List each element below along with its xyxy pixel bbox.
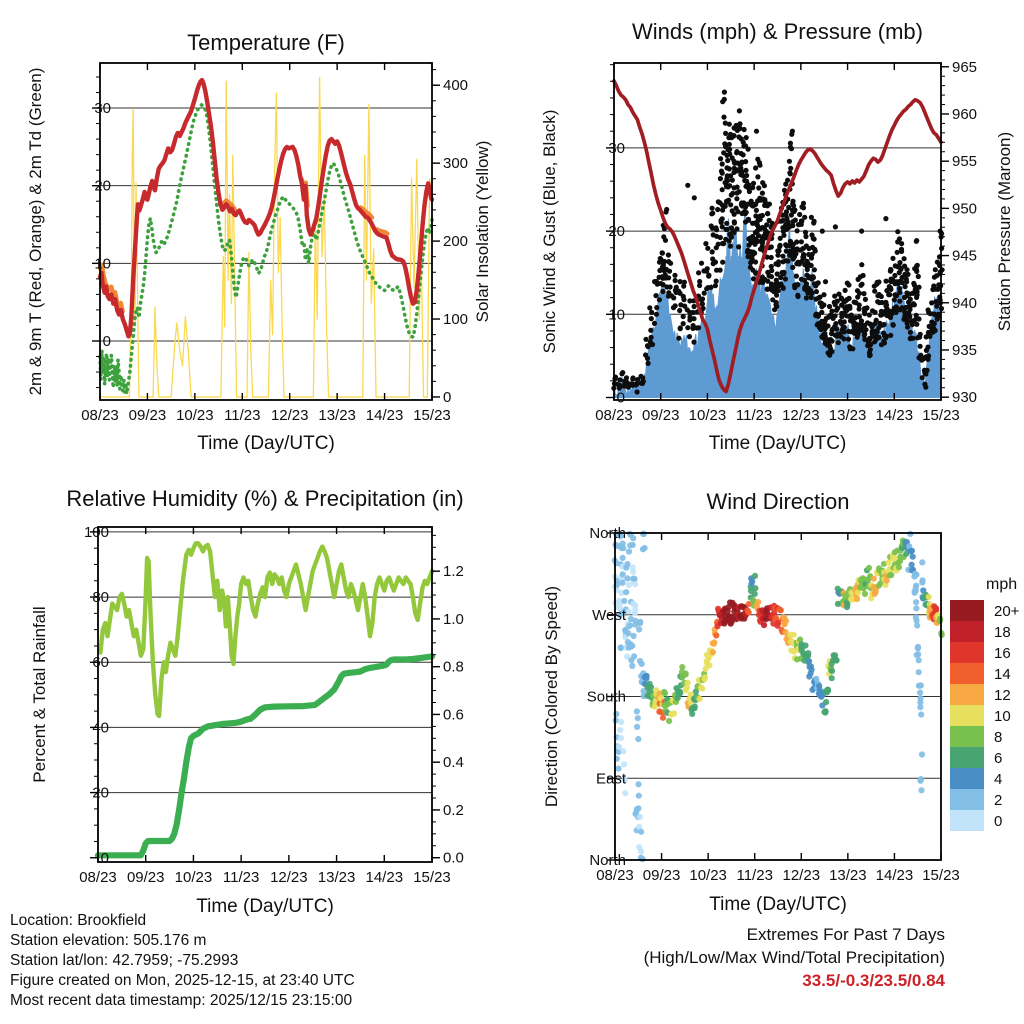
svg-text:East: East <box>595 770 626 788</box>
extremes-values: 33.5/-0.3/23.5/0.84 <box>802 971 945 990</box>
winds-xaxis-label: Time (Day/UTC) <box>708 433 847 454</box>
svg-text:2: 2 <box>994 792 1003 809</box>
svg-text:930: 930 <box>952 389 978 407</box>
humidity-xaxis-label: Time (Day/UTC) <box>196 896 334 917</box>
svg-text:80: 80 <box>92 589 109 607</box>
svg-text:08/23: 08/23 <box>81 407 119 424</box>
svg-text:0.8: 0.8 <box>443 658 464 676</box>
svg-text:100: 100 <box>83 523 109 541</box>
svg-text:100: 100 <box>443 311 469 329</box>
svg-text:955: 955 <box>952 153 978 171</box>
svg-text:14/23: 14/23 <box>875 407 914 424</box>
svg-text:15/23: 15/23 <box>922 867 960 884</box>
svg-text:North: North <box>589 525 626 542</box>
extremes-block <box>600 923 945 993</box>
svg-text:09/23: 09/23 <box>128 407 167 424</box>
svg-text:18: 18 <box>994 624 1011 641</box>
svg-text:14/23: 14/23 <box>365 869 404 886</box>
extremes-title: Extremes For Past 7 Days <box>746 925 945 944</box>
svg-text:10: 10 <box>994 708 1011 725</box>
svg-text:20: 20 <box>608 223 625 241</box>
svg-text:0.2: 0.2 <box>443 801 464 819</box>
svg-text:14/23: 14/23 <box>875 867 914 884</box>
svg-text:West: West <box>592 606 626 624</box>
winddir-panel <box>587 525 960 884</box>
svg-text:945: 945 <box>952 247 978 265</box>
humidity-title: Relative Humidity (%) & Precipitation (in) <box>66 486 464 511</box>
svg-text:0.4: 0.4 <box>443 754 464 772</box>
svg-text:935: 935 <box>952 341 978 359</box>
footer-latlon: Station lat/lon: 42.7959; -75.2993 <box>10 952 239 969</box>
svg-text:13/23: 13/23 <box>317 869 356 886</box>
svg-text:960: 960 <box>952 105 978 123</box>
svg-text:12/23: 12/23 <box>270 869 308 886</box>
svg-text:0: 0 <box>100 849 109 867</box>
svg-text:11/23: 11/23 <box>224 407 261 424</box>
svg-text:1.2: 1.2 <box>443 563 464 581</box>
speed-legend-title: mph <box>986 576 1018 593</box>
svg-text:12/23: 12/23 <box>270 407 309 424</box>
winddir-xaxis-label: Time (Day/UTC) <box>709 894 847 915</box>
svg-text:20+: 20+ <box>994 603 1020 620</box>
svg-text:09/23: 09/23 <box>642 867 681 884</box>
svg-text:13/23: 13/23 <box>828 407 867 424</box>
svg-text:08/23: 08/23 <box>595 407 633 424</box>
svg-text:10/23: 10/23 <box>174 869 213 886</box>
humidity-panel <box>79 524 464 886</box>
winds-yaxis-left-label: Sonic Wind & Gust (Blue, Black) <box>540 109 559 354</box>
svg-text:60: 60 <box>92 654 109 672</box>
svg-text:14: 14 <box>994 666 1011 683</box>
svg-text:20: 20 <box>92 784 109 802</box>
svg-text:12/23: 12/23 <box>782 867 821 884</box>
svg-text:10/23: 10/23 <box>689 867 727 884</box>
winddir-title: Wind Direction <box>706 489 850 514</box>
svg-text:South: South <box>586 688 626 706</box>
footer-timestamp: Most recent data timestamp: 2025/12/15 23:15:00 <box>10 992 353 1009</box>
svg-text:950: 950 <box>952 200 978 218</box>
temperature-title: Temperature (F) <box>187 30 345 55</box>
footer-elevation: Station elevation: 505.176 m <box>10 932 207 949</box>
extremes-subtitle: (High/Low/Max Wind/Total Precipitation) <box>643 948 945 967</box>
svg-text:30: 30 <box>608 139 625 157</box>
svg-text:14/23: 14/23 <box>365 407 404 424</box>
svg-text:0: 0 <box>616 389 625 407</box>
svg-text:0.6: 0.6 <box>443 706 464 724</box>
svg-text:09/23: 09/23 <box>126 869 165 886</box>
svg-text:15/23: 15/23 <box>413 407 451 424</box>
svg-text:300: 300 <box>443 155 469 173</box>
svg-text:12: 12 <box>994 687 1011 704</box>
temperature-panel <box>81 63 468 424</box>
svg-text:0.0: 0.0 <box>443 849 464 867</box>
svg-text:940: 940 <box>952 294 978 312</box>
footer-location: Location: Brookfield <box>10 912 147 929</box>
svg-text:40: 40 <box>92 719 109 737</box>
svg-text:16: 16 <box>994 645 1011 662</box>
svg-text:15/23: 15/23 <box>413 869 451 886</box>
svg-text:6: 6 <box>994 750 1003 767</box>
station-footer <box>10 911 355 1011</box>
svg-text:0: 0 <box>102 332 111 350</box>
temperature-xaxis-label: Time (Day/UTC) <box>197 433 335 454</box>
winds-yaxis-right-label: Station Pressure (Maroon) <box>995 131 1014 332</box>
svg-text:08/23: 08/23 <box>596 867 634 884</box>
svg-text:13/23: 13/23 <box>829 867 867 884</box>
svg-text:08/23: 08/23 <box>79 869 117 886</box>
svg-text:30: 30 <box>94 100 111 118</box>
svg-text:10/23: 10/23 <box>176 407 214 424</box>
footer-created: Figure created on Mon, 2025-12-15, at 23:40 UTC <box>10 972 355 989</box>
svg-text:North: North <box>589 852 626 869</box>
humidity-yaxis-left-label: Percent & Total Rainfall <box>30 606 49 783</box>
svg-text:20: 20 <box>94 177 111 195</box>
svg-text:11/23: 11/23 <box>735 407 773 424</box>
svg-text:8: 8 <box>994 729 1003 746</box>
speed-legend <box>950 600 1020 831</box>
svg-text:10: 10 <box>608 306 625 324</box>
winddir-yaxis-left-label: Direction (Colored By Speed) <box>542 585 561 808</box>
svg-text:15/23: 15/23 <box>922 407 960 424</box>
temperature-yaxis-left-label: 2m & 9m T (Red, Orange) & 2m Td (Green) <box>26 67 45 396</box>
svg-text:400: 400 <box>443 77 469 95</box>
svg-text:0: 0 <box>443 388 452 406</box>
svg-text:12/23: 12/23 <box>782 407 820 424</box>
svg-text:13/23: 13/23 <box>318 407 356 424</box>
svg-text:11/23: 11/23 <box>222 869 260 886</box>
svg-text:1.0: 1.0 <box>443 610 464 628</box>
svg-text:10: 10 <box>94 255 111 273</box>
temperature-yaxis-right-label: Solar Insolation (Yellow) <box>473 140 492 323</box>
svg-text:4: 4 <box>994 771 1003 788</box>
svg-text:0: 0 <box>994 813 1003 830</box>
winds-title: Winds (mph) & Pressure (mb) <box>632 19 923 44</box>
svg-text:200: 200 <box>443 233 469 251</box>
svg-text:11/23: 11/23 <box>736 867 773 884</box>
winds-panel <box>595 59 977 424</box>
svg-text:10/23: 10/23 <box>688 407 727 424</box>
svg-text:09/23: 09/23 <box>641 407 680 424</box>
svg-text:965: 965 <box>952 58 978 76</box>
